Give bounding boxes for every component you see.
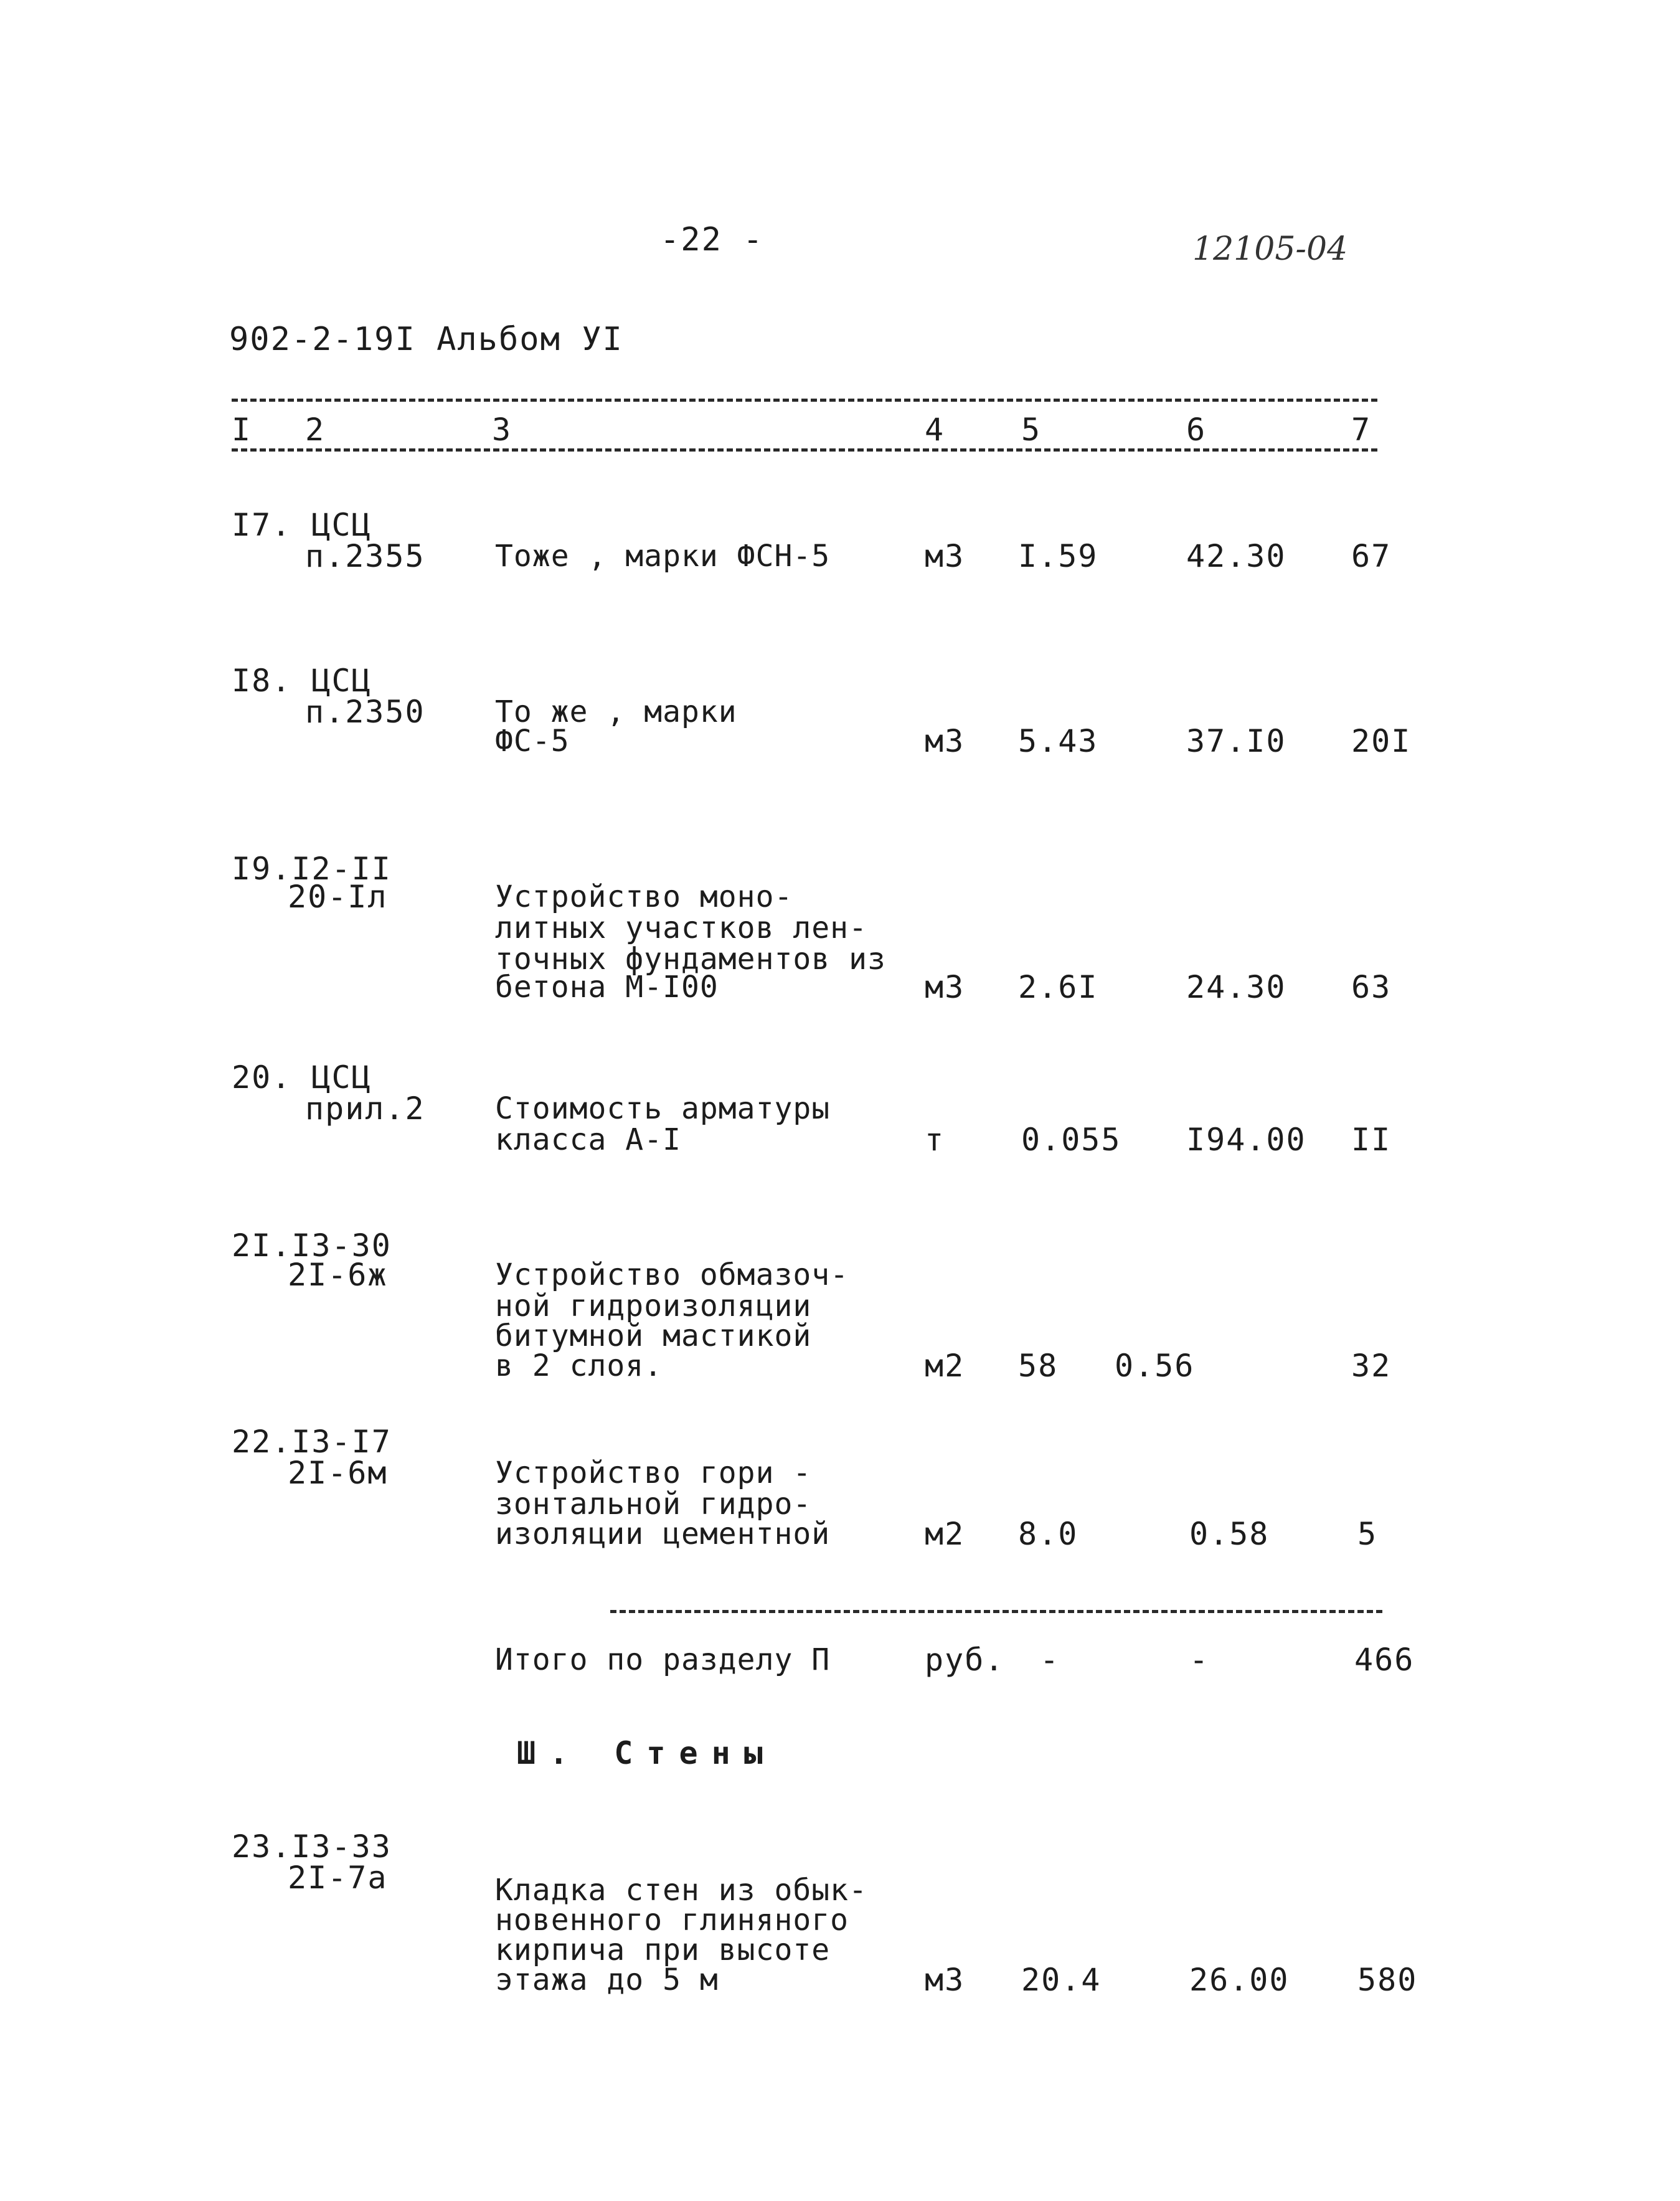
row-description-line: ФС-5: [495, 724, 570, 759]
row-unit: м3: [925, 538, 965, 574]
row-quantity: 0.055: [1021, 1122, 1121, 1158]
row-description-line: бетона М-I00: [495, 970, 719, 1005]
row-code: 2I-6м: [288, 1455, 388, 1491]
row-description-line: точных фундаментов из: [495, 942, 886, 977]
row-description-line: Стоимость арматуры: [495, 1091, 831, 1126]
row-number: I8. ЦСЦ: [232, 663, 372, 699]
row-code: 20-Iл: [288, 879, 388, 915]
row-total: II: [1351, 1122, 1392, 1158]
row-number: 2I.I3-30: [232, 1228, 392, 1264]
row-description-line: битумной мастикой: [495, 1318, 812, 1353]
column-header-7: 7: [1351, 412, 1372, 448]
row-description-line: Тоже , марки ФСН-5: [495, 539, 831, 574]
row-description-line: Кладка стен из обык-: [495, 1873, 867, 1908]
row-total: 580: [1357, 1962, 1418, 1998]
row-quantity: 20.4: [1021, 1962, 1102, 1998]
row-unit: м2: [925, 1516, 965, 1552]
row-total: 32: [1351, 1348, 1392, 1384]
total-unit: руб.: [925, 1642, 1005, 1678]
column-header-5: 5: [1021, 412, 1042, 448]
row-description-line: новенного глиняного: [495, 1903, 849, 1938]
row-price: 37.I0: [1186, 723, 1286, 759]
row-price: 0.56: [1115, 1348, 1195, 1384]
row-unit: м2: [925, 1348, 965, 1384]
header-bottom-rule: [232, 448, 1377, 452]
row-price: 42.30: [1186, 538, 1286, 574]
row-description-line: Устройство обмазоч-: [495, 1257, 849, 1292]
row-description-line: класса А-I: [495, 1122, 681, 1157]
row-total: 20I: [1351, 723, 1412, 759]
row-unit: т: [925, 1122, 945, 1158]
page-number: -22 -: [660, 221, 764, 258]
row-total: 5: [1357, 1516, 1378, 1552]
total-quantity: -: [1040, 1642, 1060, 1678]
row-number: 23.I3-33: [232, 1829, 392, 1865]
total-label: Итого по разделу П: [495, 1642, 831, 1677]
row-description-line: кирпича при высоте: [495, 1933, 831, 1967]
row-description-line: литных участков лен-: [495, 911, 867, 945]
row-code: прил.2: [305, 1091, 425, 1127]
row-description-line: этажа до 5 м: [495, 1962, 719, 1997]
row-description-line: зонтальной гидро-: [495, 1487, 812, 1522]
row-description-line: в 2 слоя.: [495, 1348, 663, 1383]
row-description-line: То же , марки: [495, 694, 737, 729]
row-price: 24.30: [1186, 969, 1286, 1005]
album-line: 902-2-19I Альбом УI: [229, 321, 623, 358]
row-code: п.2355: [305, 538, 425, 574]
row-unit: м3: [925, 723, 965, 759]
row-unit: м3: [925, 969, 965, 1005]
row-total: 63: [1351, 969, 1392, 1005]
row-quantity: 2.6I: [1018, 969, 1098, 1005]
column-header-6: 6: [1186, 412, 1207, 448]
row-number: 22.I3-I7: [232, 1424, 392, 1460]
header-top-rule: [232, 399, 1377, 402]
row-quantity: 8.0: [1018, 1516, 1078, 1552]
row-number: I9.I2-II: [232, 851, 392, 887]
section-title: Ш. Стены: [517, 1735, 776, 1771]
row-price: 26.00: [1189, 1962, 1290, 1998]
row-code: 2I-7а: [288, 1860, 388, 1896]
row-description-line: изоляции цементной: [495, 1517, 831, 1551]
total-price: -: [1189, 1642, 1210, 1678]
row-unit: м3: [925, 1962, 965, 1998]
row-description-line: Устройство моно-: [495, 879, 793, 914]
column-header-1: I: [232, 412, 252, 448]
row-price: I94.00: [1186, 1122, 1306, 1158]
row-number: 20. ЦСЦ: [232, 1059, 372, 1096]
total-rule: [610, 1610, 1382, 1613]
column-header-2: 2: [305, 412, 326, 448]
row-code: 2I-6ж: [288, 1257, 388, 1293]
row-total: 67: [1351, 538, 1392, 574]
row-price: 0.58: [1189, 1516, 1270, 1552]
row-code: п.2350: [305, 694, 425, 730]
document-code: 12105-04: [1192, 230, 1348, 268]
row-quantity: I.59: [1018, 538, 1098, 574]
column-header-3: 3: [492, 412, 512, 448]
total-amount: 466: [1354, 1642, 1415, 1678]
row-description-line: ной гидроизоляции: [495, 1289, 812, 1323]
row-quantity: 58: [1018, 1348, 1059, 1384]
row-quantity: 5.43: [1018, 723, 1098, 759]
column-header-4: 4: [925, 412, 945, 448]
row-description-line: Устройство гори -: [495, 1456, 812, 1490]
row-number: I7. ЦСЦ: [232, 507, 372, 543]
